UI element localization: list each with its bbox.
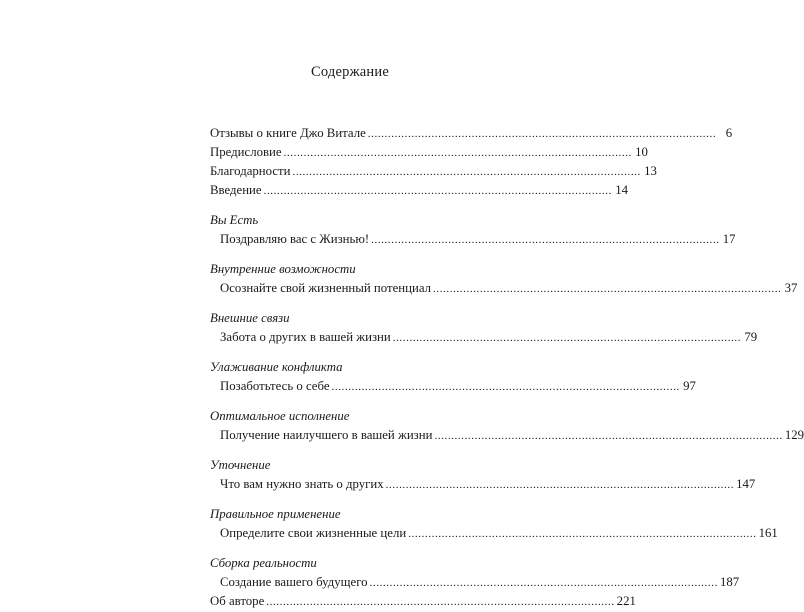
toc-section	[210, 505, 778, 543]
toc-page-number: 129	[784, 428, 804, 442]
toc-page-number: 161	[758, 526, 778, 540]
toc-entry-label: Забота о других в вашей жизни	[220, 330, 391, 344]
toc-entry[interactable]	[210, 475, 756, 494]
toc-page-number: 221	[616, 594, 636, 608]
toc-section	[210, 260, 798, 298]
leader-dots: ........................................................................................................	[369, 577, 718, 589]
toc-entry-label: Осознайте свой жизненный потенциал	[220, 281, 431, 295]
toc-entry[interactable]	[210, 377, 696, 396]
section-title[interactable]: Сборка реальности	[210, 556, 317, 570]
toc-section	[210, 309, 758, 347]
leader-dots: ........................................................................................................	[434, 430, 783, 442]
toc-entry[interactable]	[210, 230, 736, 249]
toc-page-number: 17	[722, 232, 736, 246]
toc-entry-label: Предисловие	[210, 145, 282, 159]
toc-entry[interactable]	[210, 592, 636, 611]
toc-page-number: 6	[725, 126, 733, 140]
toc-entry[interactable]	[210, 328, 758, 347]
toc-section	[210, 554, 740, 592]
toc-entry[interactable]	[210, 524, 778, 543]
toc-entry[interactable]	[210, 162, 657, 181]
toc-page-number: 97	[683, 379, 696, 393]
toc-entry-label: Создание вашего будущего	[220, 575, 368, 589]
section-title[interactable]: Улаживание конфликта	[210, 360, 343, 374]
toc-page-number: 187	[719, 575, 740, 589]
toc-page-number: 13	[644, 164, 657, 178]
leader-dots: ........................................................................................................	[331, 381, 680, 393]
table-of-contents	[210, 124, 804, 611]
toc-page-number: 14	[615, 183, 628, 197]
toc-page-number: 79	[744, 330, 758, 344]
toc-entry-label: Об авторе	[210, 594, 265, 608]
toc-entry[interactable]	[210, 181, 628, 200]
toc-entry-label: Введение	[210, 183, 262, 197]
toc-section	[210, 358, 696, 396]
toc-entry-label: Поздравляю вас с Жизнью!	[220, 232, 370, 246]
section-title[interactable]: Внутренние возможности	[210, 262, 356, 276]
toc-entry-label: Получение наилучшего в вашей жизни	[220, 428, 433, 442]
toc-section	[210, 456, 756, 494]
page-title: Содержание	[311, 64, 389, 80]
section-title[interactable]: Вы Есть	[210, 213, 259, 227]
leader-dots: ........................................................................................................	[266, 596, 615, 608]
leader-dots: ........................................................................................................	[263, 185, 612, 197]
leader-dots: ........................................................................................................	[371, 234, 720, 246]
toc-section	[210, 407, 804, 445]
toc-entry[interactable]	[210, 143, 648, 162]
toc-entry[interactable]	[210, 124, 733, 143]
leader-dots: ........................................................................................................	[408, 528, 757, 540]
toc-section	[210, 211, 736, 249]
leader-dots: ........................................................................................................	[385, 479, 735, 491]
section-title[interactable]: Оптимальное исполнение	[210, 409, 350, 423]
toc-entry-label: Позаботьтесь о себе	[220, 379, 330, 393]
leader-dots: ........................................................................................................	[367, 128, 717, 140]
toc-entry-label: Что вам нужно знать о других	[220, 477, 384, 491]
toc-entry[interactable]	[210, 279, 798, 298]
toc-entry-label: Определите свои жизненные цели	[220, 526, 407, 540]
leader-dots: ........................................................................................................	[283, 147, 632, 159]
leader-dots: ........................................................................................................	[392, 332, 742, 344]
leader-dots: ........................................................................................................	[292, 166, 641, 178]
toc-page-number: 37	[784, 281, 798, 295]
section-title[interactable]: Правильное применение	[210, 507, 341, 521]
toc-entry[interactable]	[210, 426, 804, 445]
leader-dots: ........................................................................................................	[433, 283, 782, 295]
section-title[interactable]: Уточнение	[210, 458, 271, 472]
section-title[interactable]: Внешние связи	[210, 311, 290, 325]
toc-entry-label: Благодарности	[210, 164, 291, 178]
toc-page-number: 147	[736, 477, 756, 491]
toc-entry-label: Отзывы о книге Джо Витале	[210, 126, 366, 140]
toc-page-number: 10	[635, 145, 648, 159]
toc-entry[interactable]	[210, 573, 740, 592]
